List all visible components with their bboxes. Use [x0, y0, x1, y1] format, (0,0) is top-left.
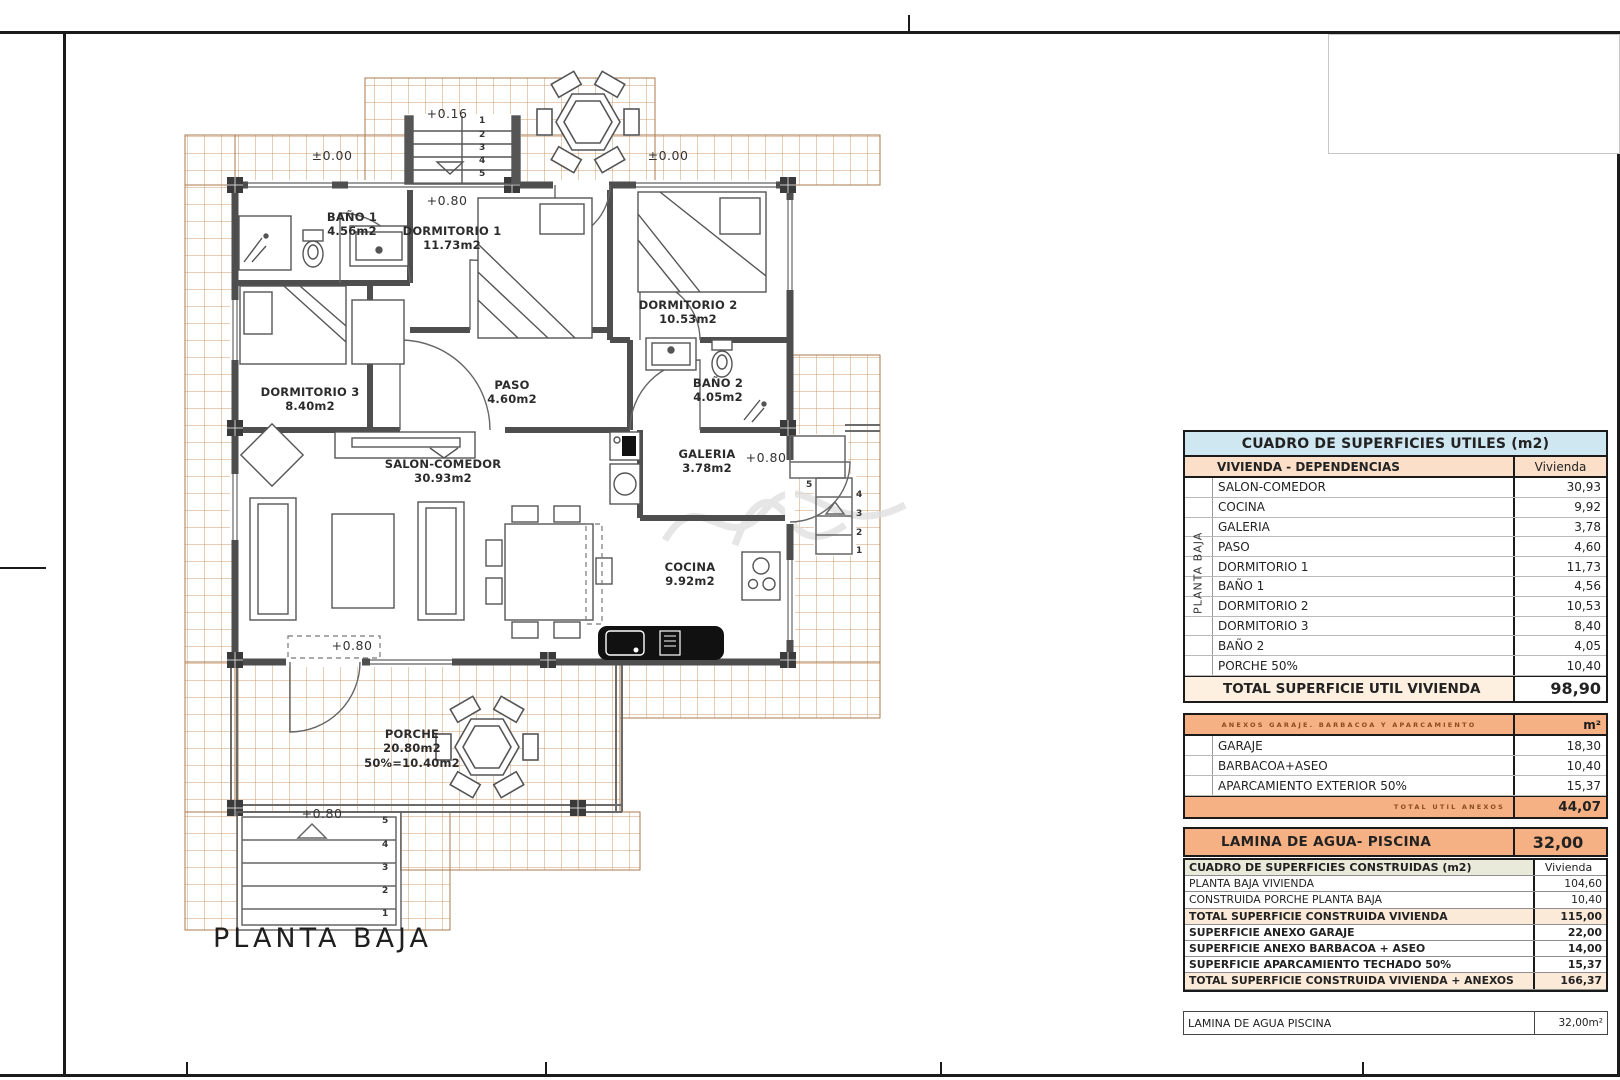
cell-value: 14,00 — [1533, 941, 1606, 956]
cell-label: DORMITORIO 2 — [1218, 599, 1309, 614]
cell-value: 3,78 — [1513, 518, 1606, 537]
table-row — [1185, 597, 1606, 617]
table-row — [1185, 577, 1606, 597]
table-row — [1185, 892, 1606, 908]
value-header: Vivienda — [1533, 860, 1606, 875]
cell-value: 115,00 — [1533, 909, 1606, 924]
table-row — [1185, 537, 1606, 557]
room-label-porche: PORCHE 20.80m2 50%=10.40m2 — [364, 727, 460, 770]
cell-value: 10,40 — [1513, 756, 1606, 775]
cell-label: BAÑO 2 — [1218, 638, 1265, 653]
step-number: 3 — [856, 509, 863, 519]
step-number: 3 — [382, 863, 389, 873]
cell-label: GALERIA — [1218, 519, 1270, 534]
cell-label: TOTAL SUPERFICIE CONSTRUIDA VIVIENDA — [1185, 909, 1533, 924]
step-number: 2 — [479, 130, 486, 140]
level-upper-terrace: +0.16 — [426, 106, 468, 121]
living-room-furniture — [241, 424, 475, 620]
lamina-value: 32,00 — [1513, 829, 1606, 855]
table-row — [1185, 957, 1606, 973]
cell-value: 10,53 — [1513, 597, 1606, 616]
step-number: 5 — [382, 816, 389, 826]
total-value: 44,07 — [1513, 797, 1606, 817]
table-row — [1185, 557, 1606, 577]
room-label-dorm3: DORMITORIO 3 8.40m2 — [260, 385, 360, 414]
value-header: Vivienda — [1513, 457, 1606, 476]
floor-side-label: PLANTA BAJA — [1191, 531, 1205, 615]
level-terrace-left: ±0.00 — [311, 148, 353, 163]
cell-label: DORMITORIO 3 — [1218, 618, 1309, 633]
step-number: 5 — [479, 169, 486, 179]
table-superficies-construidas — [1183, 858, 1608, 992]
level-porch-door: +0.80 — [331, 638, 373, 653]
total-value: 98,90 — [1513, 677, 1606, 701]
table-total-row — [1185, 676, 1606, 701]
cell-value: 18,30 — [1513, 736, 1606, 755]
level-galeria-steps: +0.80 — [745, 450, 787, 465]
cell-label: PLANTA BAJA VIVIENDA — [1189, 877, 1314, 891]
cell-label: PORCHE 50% — [1218, 658, 1298, 673]
unit-header: m² — [1513, 715, 1606, 734]
step-number: 4 — [382, 840, 389, 850]
table-title: CUADRO DE SUPERFICIES UTILES (m2) — [1185, 432, 1606, 457]
dining-table — [486, 506, 612, 638]
room-label-bano1: BAÑO 1 4.56m2 — [326, 210, 378, 239]
room-label-bano2: BAÑO 2 4.05m2 — [692, 376, 744, 405]
cell-label: CONSTRUIDA PORCHE PLANTA BAJA — [1189, 893, 1382, 907]
table-row — [1185, 756, 1606, 776]
table-row — [1185, 941, 1606, 957]
room-label-paso: PASO 4.60m2 — [487, 378, 537, 407]
table-row — [1185, 925, 1606, 941]
table-header — [1185, 715, 1606, 736]
room-label-galeria: GALERIA 3.78m2 — [678, 447, 736, 476]
table-total-row — [1185, 973, 1606, 989]
table-subheader — [1185, 457, 1606, 478]
cell-label: DORMITORIO 1 — [1218, 559, 1309, 574]
cell-value: 10,40 — [1533, 892, 1606, 907]
step-number: 4 — [479, 156, 486, 166]
step-number: 4 — [856, 490, 863, 500]
cell-label: SUPERFICIE APARCAMIENTO TECHADO 50% — [1189, 958, 1452, 972]
step-number: 1 — [479, 116, 486, 126]
cell-value: 4,60 — [1513, 537, 1606, 556]
cell-value: 8,40 — [1513, 617, 1606, 636]
step-number: 1 — [382, 909, 389, 919]
table-lamina-piscina-2 — [1183, 1011, 1608, 1035]
room-label-dorm1: DORMITORIO 1 11.73m2 — [402, 224, 502, 253]
room-label-dorm2: DORMITORIO 2 10.53m2 — [638, 298, 738, 327]
level-entrance: +0.80 — [426, 193, 468, 208]
lamina-label: LAMINA DE AGUA PISCINA — [1188, 1016, 1332, 1030]
table-anexos — [1183, 713, 1608, 819]
cell-value: 15,37 — [1513, 776, 1606, 795]
cell-value: 11,73 — [1513, 557, 1606, 576]
table-total-row — [1185, 796, 1606, 817]
table-row — [1185, 776, 1606, 796]
cell-label: SUPERFICIE ANEXO GARAJE — [1189, 925, 1355, 939]
step-number: 2 — [856, 528, 863, 538]
cell-value: 10,40 — [1513, 656, 1606, 675]
cell-value: 15,37 — [1533, 957, 1606, 972]
cell-label: BAÑO 1 — [1218, 579, 1265, 594]
table-row — [1185, 636, 1606, 656]
table-title: CUADRO DE SUPERFICIES CONSTRUIDAS (m2) — [1185, 860, 1533, 875]
total-label: TOTAL UTIL ANEXOS — [1393, 803, 1505, 811]
plan-title: PLANTA BAJA — [213, 923, 433, 954]
group-header: VIVIENDA - DEPENDENCIAS — [1217, 459, 1400, 474]
step-number: 1 — [856, 546, 863, 556]
galeria-appliances — [610, 432, 640, 504]
table-row — [1185, 478, 1606, 498]
lamina-label: LAMINA DE AGUA- PISCINA — [1185, 829, 1513, 855]
table-header — [1185, 860, 1606, 876]
anexos-header: ANEXOS GARAJE. BARBACOA Y APARCAMIENTO — [1221, 720, 1477, 729]
cell-value: 4,56 — [1513, 577, 1606, 596]
cell-label: APARCAMIENTO EXTERIOR 50% — [1218, 778, 1407, 793]
total-label: TOTAL SUPERFICIE UTIL VIVIENDA — [1223, 680, 1481, 697]
cell-label: SUPERFICIE ANEXO BARBACOA + ASEO — [1189, 942, 1426, 956]
cell-value: 104,60 — [1533, 876, 1606, 891]
table-row — [1185, 617, 1606, 637]
table-row — [1185, 876, 1606, 892]
cell-value: 9,92 — [1513, 498, 1606, 517]
cell-label: TOTAL SUPERFICIE CONSTRUIDA VIVIENDA + ANEXOS — [1185, 973, 1533, 988]
table-row — [1185, 656, 1606, 676]
room-label-salon: SALON-COMEDOR 30.93m2 — [384, 457, 502, 486]
level-porch-stairs: +0.80 — [301, 806, 343, 821]
level-terrace-right: ±0.00 — [647, 148, 689, 163]
table-total-row — [1185, 909, 1606, 925]
cell-label: GARAJE — [1218, 738, 1263, 753]
step-number: 2 — [382, 886, 389, 896]
cell-value: 4,05 — [1513, 636, 1606, 655]
cell-value: 166,37 — [1533, 973, 1606, 988]
cell-label: SALON-COMEDOR — [1218, 480, 1326, 495]
table-lamina-piscina — [1183, 827, 1608, 857]
table-superficies-utiles — [1183, 430, 1608, 703]
step-number: 5 — [806, 480, 813, 490]
step-number: 3 — [479, 143, 486, 153]
table-row — [1185, 518, 1606, 538]
lamina-value: 32,00m² — [1534, 1012, 1607, 1034]
table-row — [1185, 736, 1606, 756]
cell-label: BARBACOA+ASEO — [1218, 758, 1328, 773]
room-label-cocina: COCINA 9.92m2 — [664, 560, 716, 589]
cell-label: PASO — [1218, 539, 1250, 554]
cell-value: 22,00 — [1533, 925, 1606, 940]
table-row — [1185, 498, 1606, 518]
cell-label: COCINA — [1218, 500, 1265, 515]
cell-value: 30,93 — [1513, 478, 1606, 497]
